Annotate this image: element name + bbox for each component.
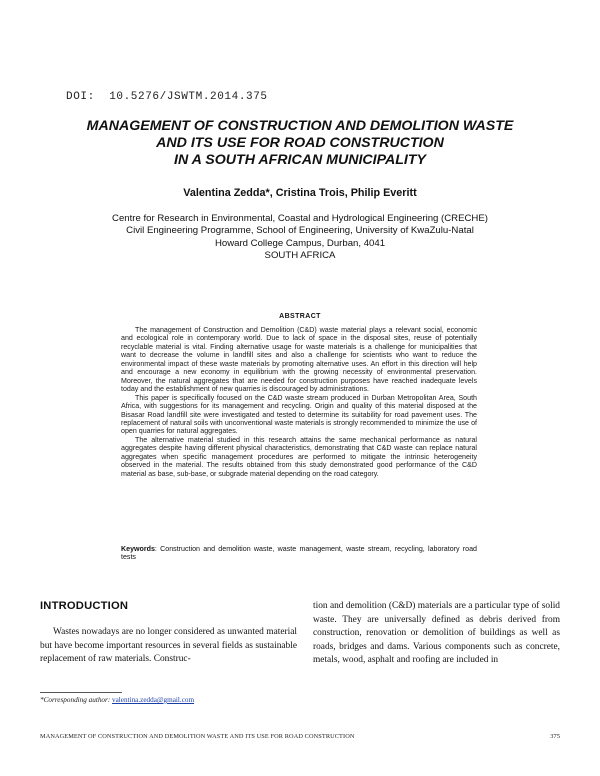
intro-right-column (313, 600, 560, 668)
keywords-label: Keywords (121, 545, 155, 553)
author-list: Valentina Zedda*, Cristina Trois, Philip Everitt (183, 187, 417, 199)
introduction-heading: INTRODUCTION (40, 600, 129, 612)
footnote-divider (40, 692, 122, 693)
intro-left-column (40, 626, 297, 667)
affiliation-line-3: Howard College Campus, Durban, 4041 (214, 237, 386, 249)
paper-title (40, 118, 560, 168)
affiliation-line-1: Centre for Research in Environmental, Coastal and Hydrological Engineering (CRECHE) (112, 213, 488, 224)
title-line-3: IN A SOUTH AFRICAN MUNICIPALITY (174, 151, 426, 168)
affiliation (40, 213, 560, 263)
intro-paragraph-right: tion and demolition (C&D) materials are a particular type of solid waste. They are universally defined as debris derived from construction, renovation or demolition of buildings as well as roads, bridges and dams. Various components such as concrete, metals, wood, asphalt and roofing are included in (313, 601, 560, 666)
affiliation-line-4: SOUTH AFRICA (264, 250, 336, 262)
author-email-link[interactable]: valentina.zedda@gmail.com (112, 696, 195, 704)
abstract-paragraph-2: This paper is specifically focused on the C&D waste stream produced in Durban Metropolitan Area, South Africa, with suggestions for its management and recycling. Origin and quality of this material disposed at the Bisasar Road landfill site were investigated and tested to determine its suitability for road pavement uses. The replacement of natural soils with unconventional waste materials is strongly recommended to minimize the use of open quarries for natural aggregates. (121, 393, 477, 436)
running-title: MANAGEMENT OF CONSTRUCTION AND DEMOLITION WASTE AND ITS USE FOR ROAD CONSTRUCTION (40, 733, 355, 740)
affiliation-line-2: Civil Engineering Programme, School of Engineering, University of KwaZulu-Natal (126, 225, 474, 237)
keywords (121, 545, 477, 562)
doi-line: DOI: 10.5276/JSWTM.2014.375 (66, 91, 268, 103)
abstract-heading: ABSTRACT (279, 313, 321, 320)
page-number: 375 (550, 733, 560, 740)
title-line-1: MANAGEMENT OF CONSTRUCTION AND DEMOLITION WASTE (86, 118, 514, 134)
abstract-paragraph-1: The management of Construction and Demolition (C&D) waste material plays a relevant social, economic and ecological role in contemporary world. Due to lack of space in the disposal sites, reuse of potentially recyclable material is vital. Finding alternative usage for waste materials is a challenge for municipalities that want to decrease the volume in landfill sites and also a challenge for scientists who want to reduce the environmental impact of these waste materials by promoting alternative uses. An effort in this direction will help and encourage a new economy in equilibrium with the growing necessity of environmental preservation. Moreover, the natural aggregates that are needed for construction purposes have reached inadequate levels today and the establishment of new quarries is discouraged by administrations. (121, 326, 477, 394)
abstract-paragraph-3: The alternative material studied in this research attains the same mechanical performance as natural aggregates despite having different physical characteristics, demonstrating that C&D waste can replace natural aggregates when specific management procedures are performed to mitigate the intrinsic heterogeneity observed in the material. The results obtained from this study demonstrated good performance of the C&D material as base, sub-base, or subgrade material depending on the road category. (121, 435, 477, 478)
footnote-label: *Corresponding author: (40, 696, 111, 704)
keywords-text: : Construction and demolition waste, waste management, waste stream, recycling, laboratory road tests (121, 545, 477, 562)
title-line-2: AND ITS USE FOR ROAD CONSTRUCTION (156, 134, 444, 151)
abstract-body (121, 326, 477, 478)
corresponding-author-footnote (40, 696, 194, 704)
intro-paragraph-left: Wastes nowadays are no longer considered as unwanted material but have become important resources in several fields as sustainable replacement of raw materials. Construc- (40, 627, 297, 665)
